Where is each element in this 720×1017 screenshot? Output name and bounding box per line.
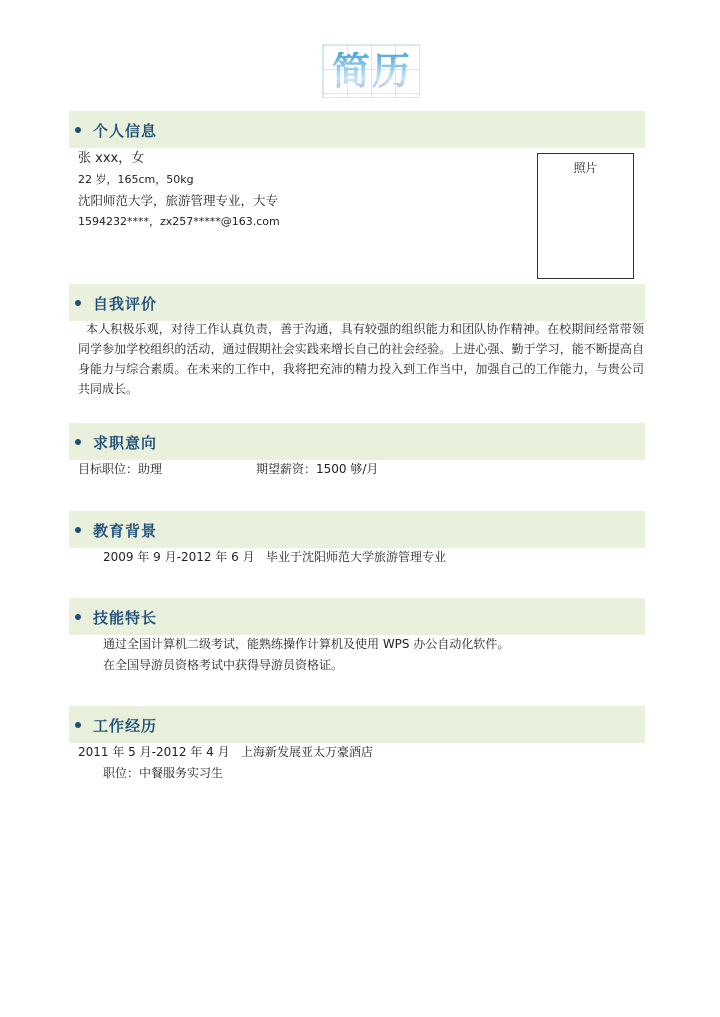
section-title: 个人信息 (93, 122, 158, 140)
section-title: 求职意向 (93, 434, 158, 452)
target-position: 目标职位：助理 (78, 462, 163, 476)
self-evaluation-text: 本人积极乐观，对待工作认真负责，善于沟通，具有较强的组织能力和团队协作精神。在校期间经常带领同学参加学校组织的活动，通过假期社会实践来增长自己的社会经验。上进心强、勤于学习，能不断提高自身能力与综合素质。在未来的工作中，我将把充沛的精力投入到工作当中，加强自己的工作能力，与贵公司共同成长。 (78, 322, 644, 396)
photo-label: 照片 (573, 161, 598, 175)
photo-placeholder (537, 153, 634, 279)
name-gender: 张 xxx，女 (78, 151, 145, 166)
bullet-icon (75, 527, 81, 533)
age-height-weight: 22 岁，165cm，50kg (78, 173, 194, 186)
bullet-icon (75, 439, 81, 445)
skill-item: 通过全国计算机二级考试，能熟练操作计算机及使用 WPS 办公自动化软件。 (103, 637, 510, 651)
skill-item: 在全国导游员资格考试中获得导游员资格证。 (103, 658, 344, 672)
education-entry: 2009 年 9 月-2012 年 6 月 毕业于沈阳师范大学旅游管理专业 (103, 550, 447, 564)
section-title: 教育背景 (93, 522, 158, 540)
resume-title-logo (322, 44, 420, 98)
section-header-objective (69, 423, 645, 460)
section-title: 自我评价 (93, 295, 158, 313)
experience-role: 职位：中餐服务实习生 (103, 766, 224, 780)
section-header-experience (69, 706, 645, 743)
contact-info: 1594232****，zx257*****@163.com (78, 215, 280, 228)
title-char: 历 (372, 49, 411, 93)
section-header-skills (69, 598, 645, 635)
section-title: 技能特长 (93, 609, 158, 627)
section-title: 工作经历 (93, 717, 158, 735)
section-header-self-evaluation (69, 284, 645, 321)
bullet-icon (75, 722, 81, 728)
bullet-icon (75, 300, 81, 306)
expected-salary: 期望薪资：1500 够/月 (256, 462, 379, 476)
school-major: 沈阳师范大学，旅游管理专业，大专 (78, 193, 279, 208)
experience-period-company: 2011 年 5 月-2012 年 4 月 上海新发展亚太万豪酒店 (78, 745, 374, 759)
section-header-education (69, 511, 645, 548)
title-char: 简 (331, 49, 370, 93)
bullet-icon (75, 127, 81, 133)
section-header-personal (69, 111, 645, 148)
bullet-icon (75, 614, 81, 620)
